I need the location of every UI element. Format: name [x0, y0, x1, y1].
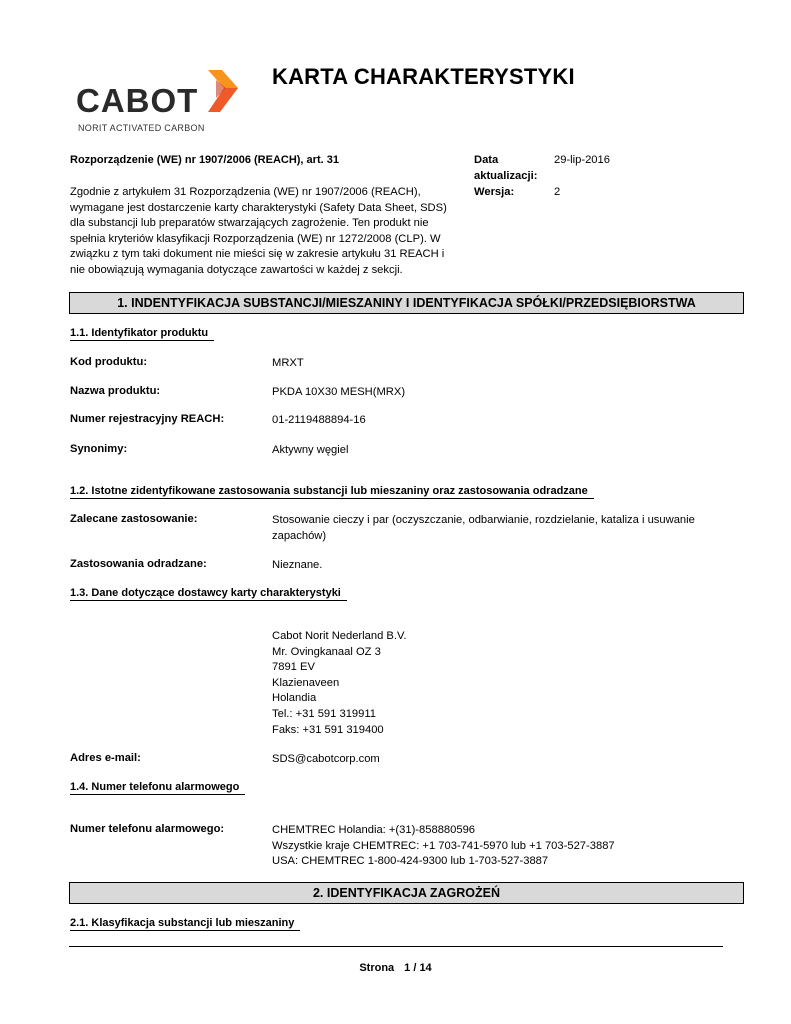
reach-number-value: 01-2119488894-16: [272, 414, 366, 426]
reach-number-label: Numer rejestracyjny REACH:: [70, 413, 225, 425]
product-name-label: Nazwa produktu:: [70, 385, 161, 397]
subsection-1-3-heading: [70, 587, 347, 599]
email-value[interactable]: SDS@cabotcorp.com: [272, 753, 380, 765]
subsection-1-4-text: 1.4. Numer telefonu alarmowego: [70, 781, 245, 795]
recommended-use-label: Zalecane zastosowanie:: [70, 513, 198, 525]
revision-date-label-line1: Data: [474, 154, 499, 166]
supplier-line: Tel.: +31 591 319911: [272, 707, 376, 720]
company-logo: [70, 68, 250, 138]
section-2-heading: 2. IDENTYFIKACJA ZAGROŻEŃ: [69, 882, 744, 904]
revision-date-value: 29-lip-2016: [554, 154, 610, 166]
discouraged-use-label: Zastosowania odradzane:: [70, 558, 207, 570]
synonyms-value: Aktywny węgiel: [272, 444, 349, 456]
subsection-1-3-text: 1.3. Dane dotyczące dostawcy karty charakterystyki: [70, 587, 347, 601]
product-name-value: PKDA 10X30 MESH(MRX): [272, 386, 406, 398]
emergency-phone-label: Numer telefonu alarmowego:: [70, 823, 225, 835]
supplier-line: 7891 EV: [272, 661, 315, 674]
product-code-label: Kod produktu:: [70, 356, 148, 368]
emergency-phone-line: Wszystkie kraje CHEMTREC: +1 703-741-5970 lub +1 703-527-3887: [272, 839, 615, 852]
revision-date-label: [474, 153, 537, 184]
email-label: Adres e-mail:: [70, 752, 141, 764]
revision-date-label-line2: aktualizacji:: [474, 169, 538, 182]
supplier-line: Holandia: [272, 692, 317, 705]
intro-line: Zgodnie z artykułem 31 Rozporządzenia (WE) nr 1907/2006 (REACH),: [70, 186, 421, 198]
supplier-line: Mr. Ovingkanaal OZ 3: [272, 645, 381, 658]
subsection-1-1-heading: [70, 327, 214, 339]
footer-divider: [69, 946, 723, 947]
subsection-1-2-text: 1.2. Istotne zidentyfikowane zastosowania substancji lub mieszaniny oraz zastosowania odradzane: [70, 485, 594, 499]
version-value: 2: [554, 186, 561, 198]
intro-line: spełnia kryteriów klasyfikacji Rozporządzenia (WE) nr 1272/2008 (CLP). W: [70, 232, 441, 245]
supplier-line: Faks: +31 591 319400: [272, 723, 384, 736]
version-label: Wersja:: [474, 186, 515, 198]
section-1-heading: 1. INDENTYFIKACJA SUBSTANCJI/MIESZANINY I IDENTYFIKACJA SPÓŁKI/PRZEDSIĘBIORSTWA: [69, 292, 744, 314]
intro-paragraph: [70, 185, 465, 279]
intro-line: związku z tym taki dokument nie mieści się w zakresie artykułu 31 REACH i: [70, 248, 445, 261]
supplier-line: Klazienaveen: [272, 676, 340, 689]
product-code-value: MRXT: [272, 357, 304, 369]
subsection-2-1-text: 2.1. Klasyfikacja substancji lub mieszaniny: [70, 917, 300, 931]
page-label: Strona: [359, 962, 395, 974]
logo-subtitle: NORIT ACTIVATED CARBON: [78, 123, 205, 133]
recommended-use-line: zapachów): [272, 529, 327, 542]
intro-line: dla substancji lub preparatów stwarzających zagrożenie. Ten produkt nie: [70, 217, 429, 230]
emergency-phone-line: USA: CHEMTREC 1-800-424-9300 lub 1-703-527-3887: [272, 855, 549, 868]
subsection-1-1-text: 1.1. Identyfikator produktu: [70, 327, 214, 341]
page-number: 1 / 14: [404, 962, 432, 974]
synonyms-label: Synonimy:: [70, 443, 128, 455]
document-title: KARTA CHARAKTERYSTYKI: [272, 64, 575, 89]
subsection-1-2-heading: [70, 485, 594, 497]
subsection-1-4-heading: [70, 781, 245, 793]
logo-chevron-icon: [208, 70, 238, 112]
logo-brand-text: CABOT: [76, 82, 199, 119]
supplier-address: [272, 629, 407, 738]
emergency-phone-value: [272, 823, 615, 870]
discouraged-use-value: Nieznane.: [272, 559, 323, 571]
page-footer: [0, 962, 791, 974]
emergency-phone-line: CHEMTREC Holandia: +(31)-858880596: [272, 824, 476, 836]
regulation-heading: Rozporządzenie (WE) nr 1907/2006 (REACH), art. 31: [70, 154, 339, 166]
recommended-use-line: Stosowanie cieczy i par (oczyszczanie, odbarwianie, rozdzielanie, kataliza i usuwanie: [272, 514, 695, 526]
intro-line: nie obowiązują wymagania dotyczące zawartości w każdej z sekcji.: [70, 263, 403, 276]
recommended-use-value: [272, 513, 695, 544]
supplier-line: Cabot Norit Nederland B.V.: [272, 630, 407, 642]
subsection-2-1-heading: [70, 917, 300, 929]
intro-line: wymagane jest dostarczenie karty charakterystyki (Safety Data Sheet, SDS): [70, 201, 447, 214]
